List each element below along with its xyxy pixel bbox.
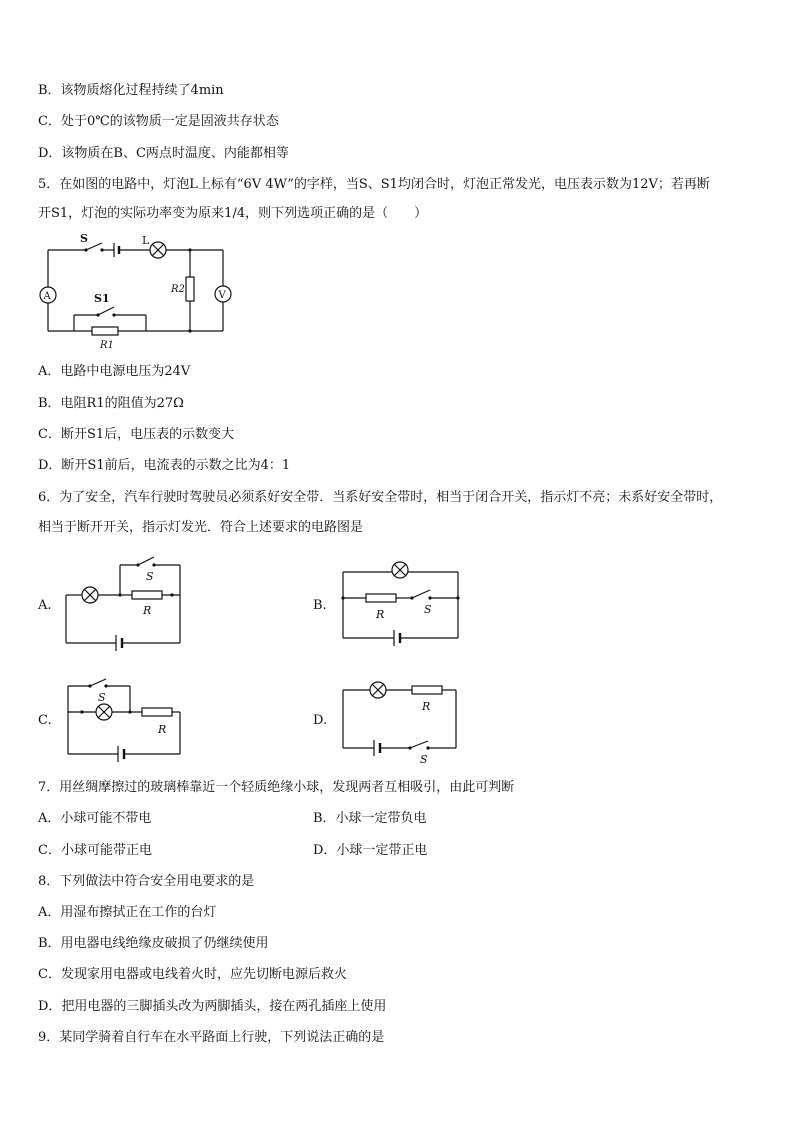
- q6-stem-line1: 6．为了安全，汽车行驶时驾驶员必须系好安全带．当系好安全带时，相当于闭合开关，指示灯不亮；未系好安全带时，: [38, 490, 723, 505]
- q6-label-d: D.: [313, 713, 328, 728]
- q5-label-r1: R1: [100, 340, 114, 351]
- q6c-label-r: R: [158, 723, 167, 736]
- q5-option-a: A．电路中电源电压为24V: [38, 364, 191, 379]
- q8-option-d: D．把用电器的三脚插头改为两脚插头，接在两孔插座上使用: [38, 999, 387, 1014]
- q4-option-b: B．该物质熔化过程持续了4min: [38, 83, 224, 98]
- q9-stem: 9．某同学骑着自行车在水平路面上行驶，下列说法正确的是: [38, 1030, 385, 1045]
- q6c-label-s: S: [98, 691, 106, 704]
- q7-option-a: A．小球可能不带电: [38, 811, 152, 826]
- q6d-label-s: S: [420, 753, 428, 766]
- q5-ammeter-label: A: [43, 291, 51, 302]
- q5-label-l: L: [142, 234, 150, 247]
- q7-stem: 7．用丝绸摩擦过的玻璃棒靠近一个轻质绝缘小球，发现两者互相吸引，由此可判断: [38, 780, 515, 795]
- q8-option-c: C．发现家用电器或电线着火时，应先切断电源后救火: [38, 967, 347, 982]
- q6-stem-line2: 相当于断开开关，指示灯发光．符合上述要求的电路图是: [38, 520, 364, 535]
- q6a-label-s: S: [146, 570, 154, 583]
- q6-circuit-b: [338, 558, 468, 653]
- q8-option-b: B．用电器电线绝缘皮破损了仍继续使用: [38, 936, 269, 951]
- q8-option-a: A．用湿布擦拭正在工作的台灯: [38, 905, 217, 920]
- q4-option-d: D．该物质在B、C两点时温度、内能都相等: [38, 146, 289, 161]
- q6b-label-r: R: [376, 608, 385, 621]
- q5-option-d: D．断开S1前后，电流表的示数之比为4：1: [38, 458, 291, 473]
- q4-option-c: C．处于0℃的该物质一定是固液共存状态: [38, 114, 279, 129]
- q6-circuit-d: [338, 678, 468, 768]
- q5-stem-line1: 5．在如图的电路中，灯泡L上标有“6V 4W”的字样，当S、S1均闭合时，灯泡正常发光，电压表示数为12V；若再断: [38, 177, 710, 192]
- q5-option-b: B．电阻R1的阻值为27Ω: [38, 396, 184, 411]
- q6-circuit-a: [60, 555, 190, 655]
- q5-voltmeter-label: V: [218, 290, 226, 301]
- q5-stem-line2: 开S1，灯泡的实际功率变为原来1/4，则下列选项正确的是（ ）: [38, 206, 428, 221]
- q7-option-b: B．小球一定带负电: [313, 811, 427, 826]
- q5-label-s: S: [80, 232, 88, 245]
- q5-circuit-diagram: [36, 232, 236, 354]
- q8-stem: 8．下列做法中符合安全用电要求的是: [38, 874, 255, 889]
- q7-option-d: D．小球一定带正电: [313, 843, 428, 858]
- q6-label-c: C.: [38, 713, 52, 728]
- q6-label-a: A.: [38, 598, 52, 613]
- q6a-label-r: R: [143, 604, 152, 617]
- q6-circuit-c: [62, 674, 192, 772]
- q7-option-c: C．小球可能带正电: [38, 843, 152, 858]
- q5-option-c: C．断开S1后，电压表的示数变大: [38, 427, 235, 442]
- q6d-label-r: R: [422, 700, 431, 713]
- q5-label-s1: S1: [94, 292, 110, 305]
- q5-label-r2: R2: [171, 284, 185, 295]
- q6-label-b: B.: [313, 598, 327, 613]
- q6b-label-s: S: [424, 603, 432, 616]
